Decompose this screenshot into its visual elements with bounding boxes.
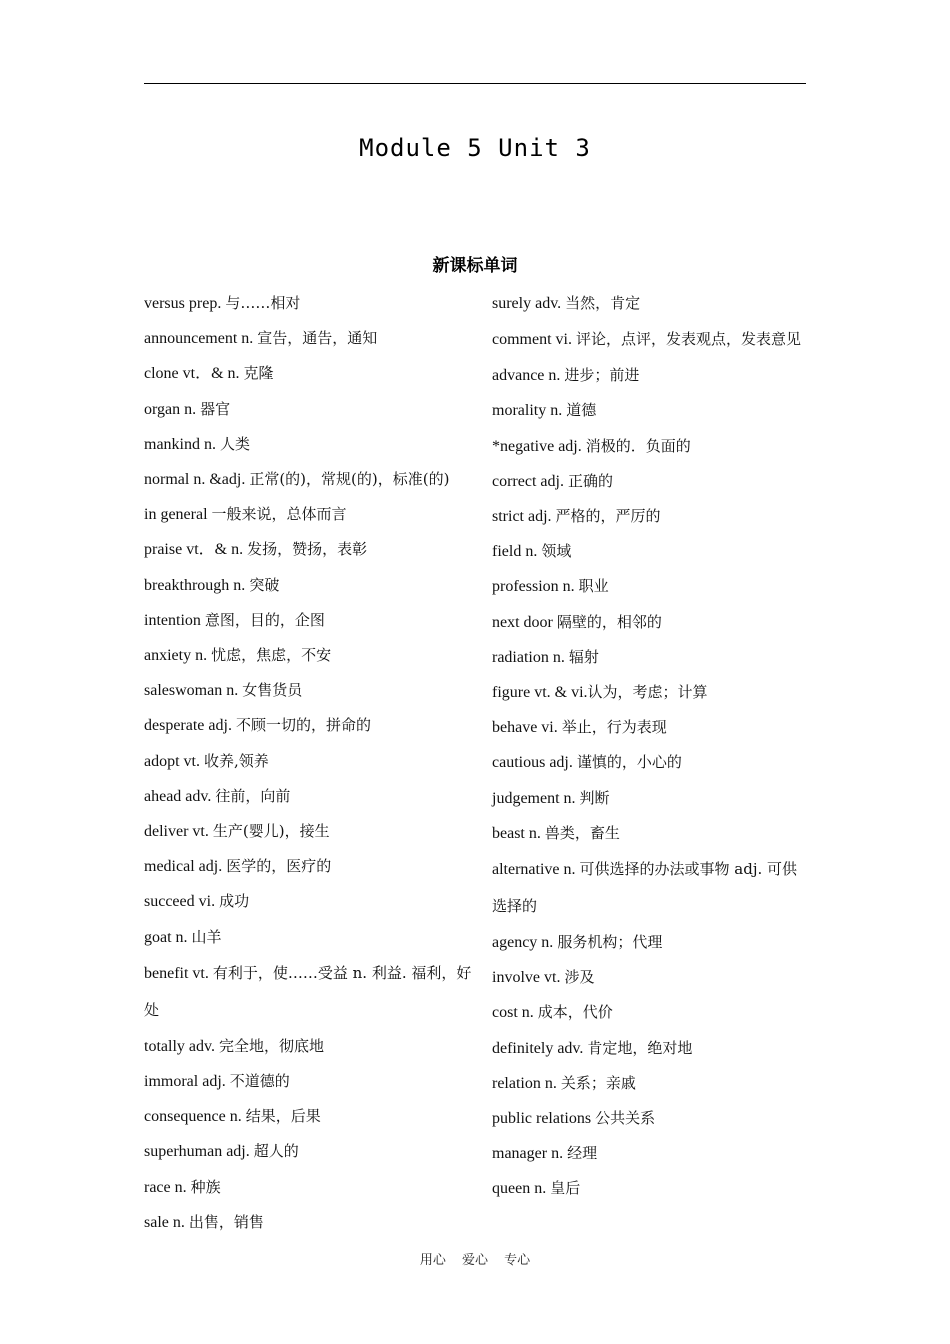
vocab-entry	[144, 1170, 474, 1205]
vocab-definition: 人类	[220, 434, 251, 453]
vocab-definition: 认为，考虑；计算	[587, 683, 708, 702]
vocab-entry	[492, 569, 810, 604]
vocab-entry	[144, 603, 474, 638]
vocab-definition: 结果，后果	[245, 1107, 321, 1126]
vocab-definition: 肯定地，绝对地	[587, 1038, 693, 1057]
vocab-word: ahead adv.	[144, 787, 216, 805]
vocab-word: immoral adj.	[144, 1073, 230, 1091]
vocab-entry	[492, 710, 810, 745]
vocab-entry	[144, 708, 474, 743]
vocab-entry	[144, 427, 474, 462]
page-footer: 用心 爱心 专心	[419, 1253, 531, 1268]
vocab-entry	[144, 920, 474, 955]
vocab-word: intention	[144, 611, 205, 629]
vocab-entry	[144, 568, 474, 603]
vocab-entry	[492, 534, 810, 569]
vocab-entry	[144, 1134, 474, 1169]
vocab-entry	[144, 1099, 474, 1134]
vocab-word: benefit vt.	[144, 964, 213, 982]
vocab-entry	[144, 814, 474, 849]
vocab-definition: 皇后	[550, 1179, 581, 1198]
vocab-word: figure vt. & vi.	[492, 684, 588, 702]
vocab-entry	[492, 605, 810, 640]
vocab-word: advance n.	[492, 367, 565, 385]
vocab-entry	[492, 429, 810, 464]
vocab-definition: 器官	[200, 399, 231, 418]
vocab-definition: 辐射	[568, 647, 599, 666]
vocab-definition: 山羊	[191, 927, 222, 946]
vocab-entry	[492, 286, 810, 321]
vocab-word: saleswoman n.	[144, 682, 243, 700]
vocab-word: deliver vt.	[144, 823, 213, 841]
vocab-definition: 领域	[541, 542, 572, 561]
vocab-definition: 兽类，畜生	[544, 823, 620, 842]
vocab-definition: 隔壁的，相邻的	[556, 612, 662, 631]
vocab-definition: 一般来说，总体而言	[211, 505, 347, 524]
vocab-word: field n.	[492, 543, 542, 561]
vocab-definition: 收养,领养	[204, 751, 269, 770]
vocab-entry	[144, 356, 474, 391]
vocab-word: surely adv.	[492, 295, 566, 312]
vocab-word: superhuman adj.	[144, 1143, 254, 1161]
vocab-word: normal n. &adj.	[144, 471, 250, 489]
vocab-entry	[492, 851, 810, 925]
vocab-entry	[144, 1064, 474, 1099]
vocab-word: behave vi.	[492, 719, 562, 737]
vocab-word: strict adj.	[492, 508, 556, 526]
vocab-entry	[492, 960, 810, 995]
page-title: Module 5 Unit 3	[359, 134, 591, 162]
vocab-word: beast n.	[492, 824, 545, 842]
vocab-word: desperate adj.	[144, 717, 236, 735]
section-heading: 新课标单词	[432, 256, 518, 276]
vocab-definition: 出售，销售	[188, 1212, 264, 1231]
vocabulary-column-right	[492, 286, 810, 1207]
vocab-entry	[492, 816, 810, 851]
vocab-definition: 经理	[567, 1144, 598, 1163]
vocab-word: *negative adj.	[492, 437, 586, 455]
vocab-entry	[144, 1205, 474, 1240]
vocab-definition: 忧虑，焦虑，不安	[211, 646, 332, 665]
vocab-definition: 严格的，严厉的	[555, 507, 661, 526]
vocab-definition: 举止，行为表现	[561, 718, 667, 737]
vocab-definition: 谨慎的，小心的	[576, 753, 682, 772]
vocab-entry	[492, 321, 810, 358]
vocab-word: anxiety n.	[144, 647, 212, 665]
vocab-definition: 意图，目的，企图	[204, 610, 325, 629]
vocab-word: succeed vi.	[144, 893, 220, 911]
vocab-word: mankind n.	[144, 435, 220, 453]
vocab-word: goat n.	[144, 928, 192, 946]
vocab-definition: 成功	[219, 892, 250, 911]
vocab-definition: 消极的．负面的	[585, 436, 691, 455]
vocab-word: queen n.	[492, 1180, 551, 1198]
vocab-definition: 成本，代价	[537, 1003, 613, 1022]
vocab-word: versus prep.	[144, 295, 226, 312]
vocab-word: medical adj.	[144, 858, 227, 876]
vocab-word: race n.	[144, 1178, 191, 1196]
vocab-definition: 发扬，赞扬，表彰	[247, 540, 368, 559]
vocab-entry	[144, 744, 474, 779]
vocab-entry	[144, 532, 474, 567]
vocab-word: adopt vt.	[144, 752, 204, 770]
vocab-word: praise vt．& n.	[144, 541, 248, 559]
vocab-entry	[492, 675, 810, 710]
vocab-word: correct adj.	[492, 472, 568, 490]
vocab-entry	[144, 884, 474, 919]
vocab-word: public relations	[492, 1110, 596, 1128]
vocab-definition: 种族	[190, 1177, 221, 1196]
vocab-word: clone vt．& n.	[144, 365, 244, 383]
vocab-definition: 突破	[249, 575, 280, 594]
vocab-word: comment vi.	[492, 331, 576, 349]
vocab-word: organ n.	[144, 400, 201, 418]
vocabulary-column-left	[144, 286, 474, 1240]
vocab-word: sale n.	[144, 1213, 189, 1231]
vocab-entry	[144, 955, 474, 1029]
vocab-entry	[492, 781, 810, 816]
vocab-word: profession n.	[492, 578, 579, 596]
header-rule	[144, 83, 806, 84]
vocab-word: relation n.	[492, 1074, 561, 1092]
vocab-word: definitely adv.	[492, 1039, 588, 1057]
vocab-definition: 当然，肯定	[565, 294, 641, 312]
vocab-word: judgement n.	[492, 789, 580, 807]
vocab-word: alternative n.	[492, 861, 580, 879]
vocab-entry	[144, 462, 474, 497]
vocab-word: radiation n.	[492, 648, 569, 666]
vocab-entry	[144, 673, 474, 708]
vocab-definition: 宣告，通告，通知	[257, 329, 378, 348]
vocab-entry	[144, 286, 474, 321]
vocab-definition: 生产(婴儿)，接生	[212, 822, 330, 841]
vocab-definition: 不顾一切的，拼命的	[235, 716, 371, 735]
vocab-entry	[492, 1171, 810, 1206]
vocab-definition: 道德	[566, 401, 597, 420]
vocab-word: cautious adj.	[492, 754, 577, 772]
vocab-word: manager n.	[492, 1145, 568, 1163]
vocab-definition: 评论，点评，发表观点，发表意见	[575, 330, 801, 349]
vocab-word: cost n.	[492, 1004, 538, 1022]
vocab-entry	[492, 1066, 810, 1101]
vocab-entry	[492, 640, 810, 675]
vocab-definition: 不道德的	[229, 1072, 290, 1091]
vocab-definition: 进步；前进	[564, 366, 640, 385]
vocab-definition: 完全地，彻底地	[218, 1036, 324, 1055]
vocab-definition: 正常(的)，常规(的)，标准(的)	[249, 470, 450, 489]
vocab-word: morality n.	[492, 402, 567, 420]
vocab-definition: 正确的	[567, 471, 613, 490]
vocab-word: agency n.	[492, 934, 558, 952]
vocab-definition: 判断	[579, 788, 610, 807]
vocab-entry	[492, 393, 810, 428]
vocab-definition: 有利于，使……受益 n. 利益. 福利，好处	[144, 963, 472, 1019]
vocab-word: involve vt.	[492, 969, 565, 987]
vocab-entry	[144, 497, 474, 532]
vocab-entry	[492, 499, 810, 534]
vocab-entry	[492, 1101, 810, 1136]
vocab-definition: 关系；亲戚	[560, 1073, 636, 1092]
vocab-entry	[144, 321, 474, 356]
vocab-definition: 可供选择的办法或事物 adj. 可供选择的	[492, 860, 798, 916]
vocab-word: breakthrough n.	[144, 576, 250, 594]
vocab-word: in general	[144, 506, 212, 524]
vocab-entry	[492, 1136, 810, 1171]
vocab-word: announcement n.	[144, 330, 258, 348]
vocab-entry	[144, 849, 474, 884]
vocab-entry	[144, 779, 474, 814]
vocab-entry	[492, 1031, 810, 1066]
vocab-word: totally adv.	[144, 1037, 219, 1055]
vocab-word: consequence n.	[144, 1108, 246, 1126]
vocab-entry	[492, 358, 810, 393]
vocab-entry	[492, 995, 810, 1030]
vocab-definition: 服务机构；代理	[557, 933, 663, 952]
vocab-definition: 女售货员	[242, 681, 303, 700]
vocab-definition: 克隆	[243, 364, 274, 383]
vocab-entry	[144, 638, 474, 673]
vocab-word: next door	[492, 613, 557, 631]
vocab-entry	[144, 1029, 474, 1064]
vocab-entry	[492, 464, 810, 499]
vocab-definition: 医学的，医疗的	[226, 857, 332, 876]
vocab-definition: 职业	[578, 577, 609, 596]
vocab-entry	[492, 925, 810, 960]
vocab-definition: 往前，向前	[215, 786, 291, 805]
vocab-definition: 公共关系	[595, 1109, 656, 1128]
vocab-definition: 涉及	[564, 968, 595, 987]
vocab-definition: 超人的	[253, 1142, 299, 1161]
vocab-entry	[144, 392, 474, 427]
vocab-entry	[492, 745, 810, 780]
vocab-definition: 与……相对	[225, 294, 301, 312]
